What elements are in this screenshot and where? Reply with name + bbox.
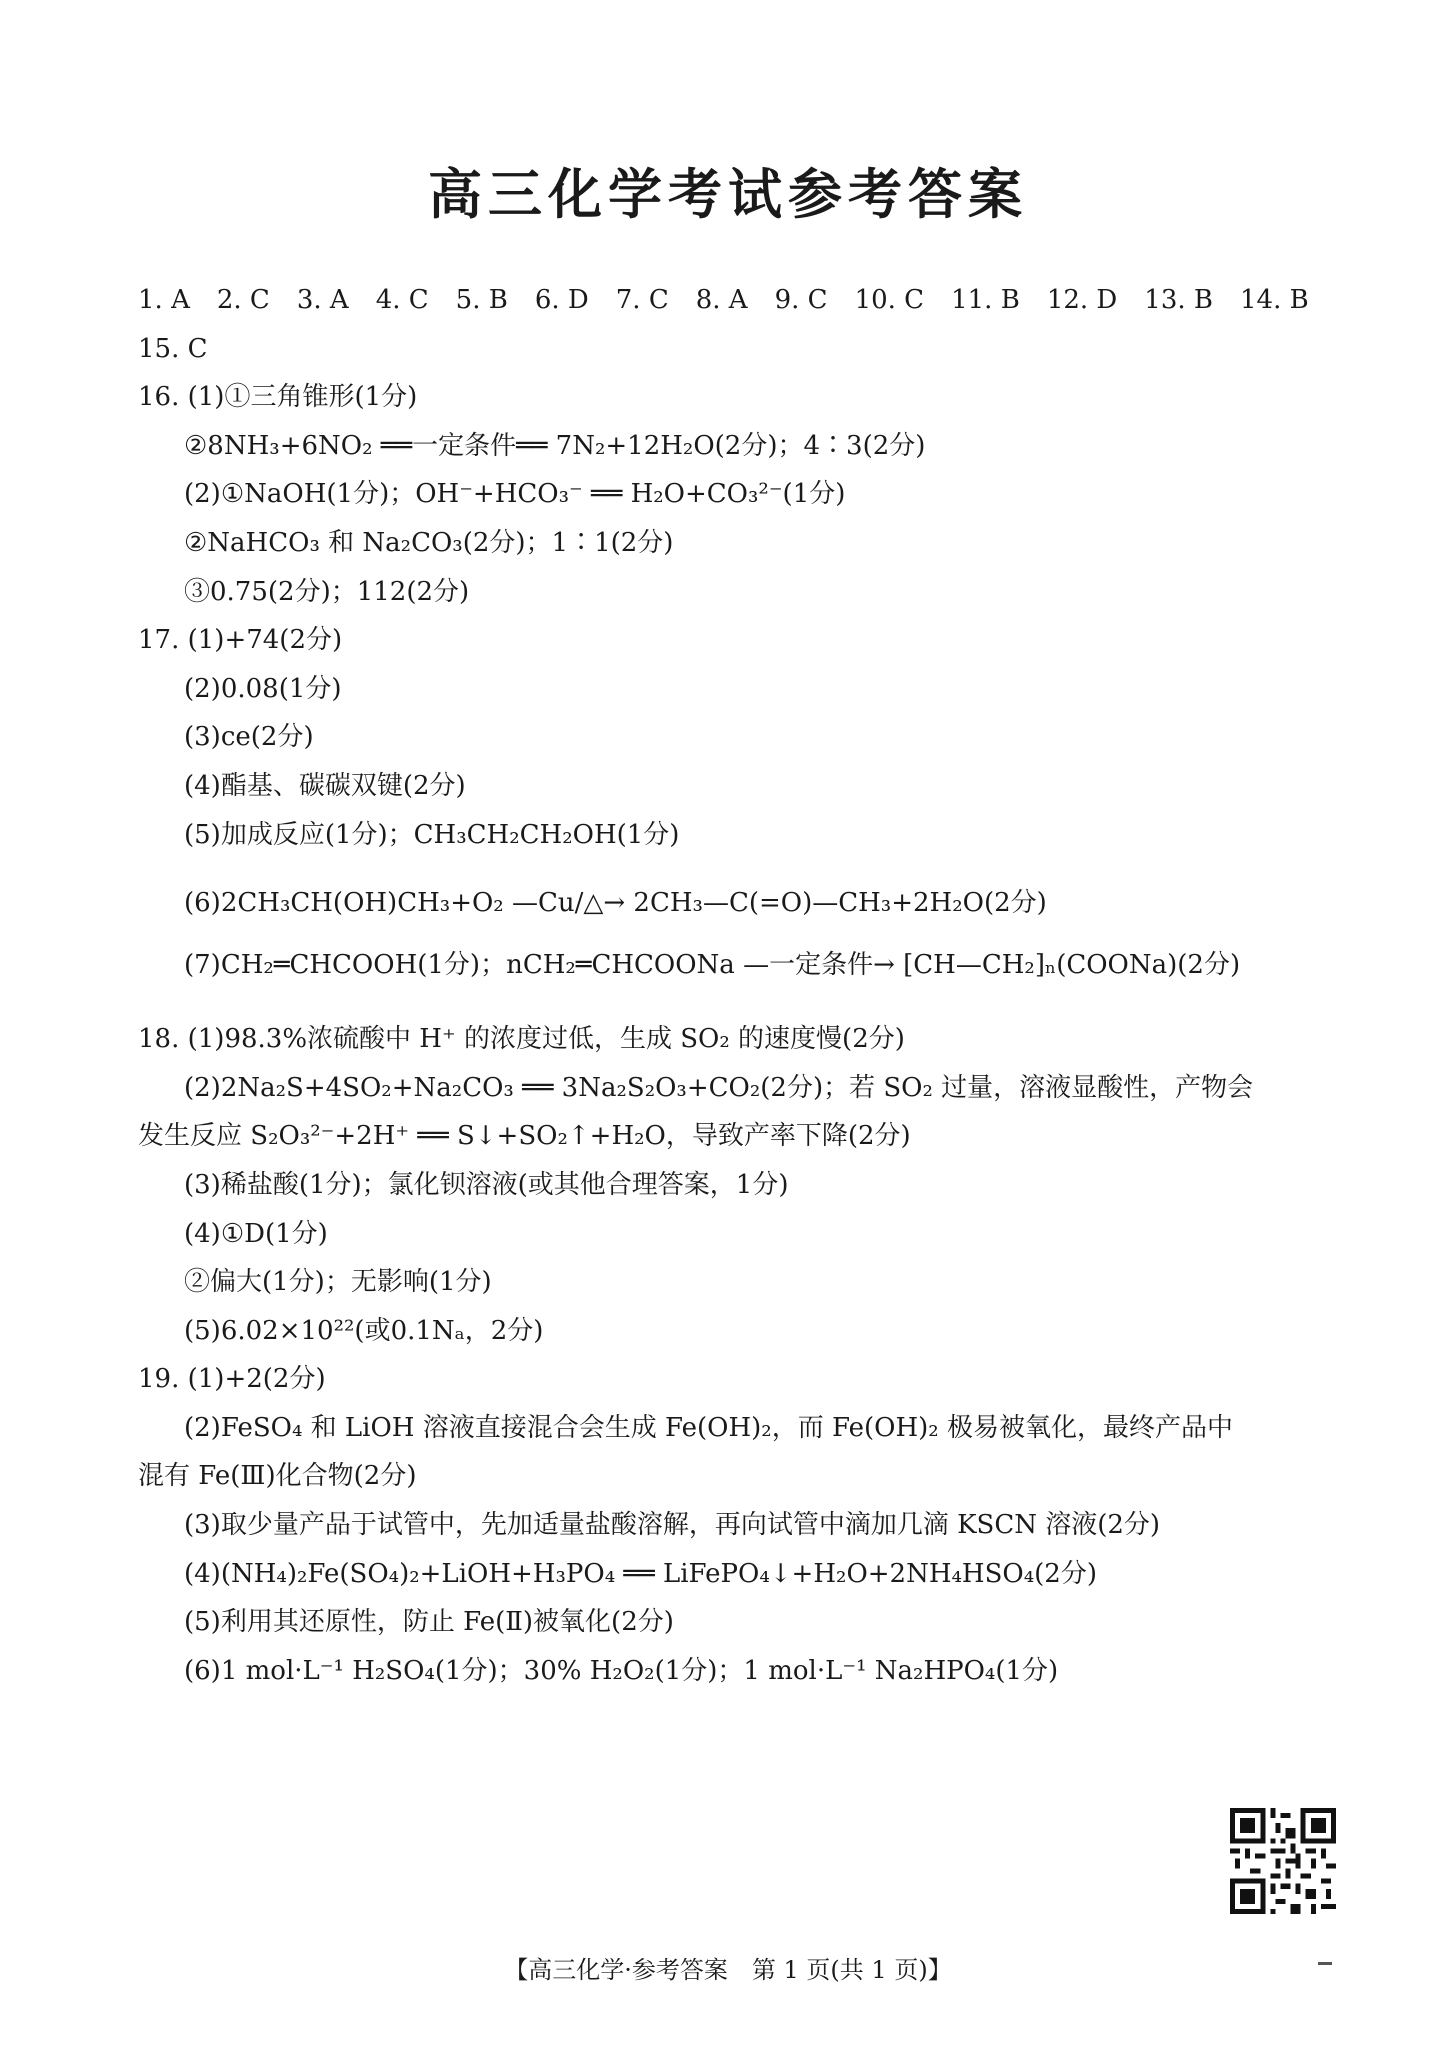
- mc-answer: 7. C: [615, 285, 669, 315]
- mc-answer: 6. D: [534, 285, 589, 315]
- page-footer: 【高三化学·参考答案 第 1 页(共 1 页)】: [504, 1956, 952, 1984]
- mc-answer: 10. C: [854, 285, 925, 315]
- answer-line: (4)酯基、碳碳双键(2分): [184, 770, 466, 801]
- mc-answer: 5. B: [455, 285, 508, 315]
- corner-mark: [1318, 1962, 1332, 1965]
- answer-line: (5)6.02×10²²(或0.1Nₐ，2分): [184, 1315, 544, 1346]
- answer-line-equation: (6)2CH₃CH(OH)CH₃+O₂ —Cu/△→ 2CH₃—C(=O)—CH₃+2H₂O(2分): [184, 888, 1047, 919]
- answer-line: 混有 Fe(Ⅲ)化合物(2分): [138, 1461, 417, 1492]
- answer-line-q16: 16. (1)①三角锥形(1分): [138, 382, 418, 413]
- answer-line: (4)(NH₄)₂Fe(SO₄)₂+LiOH+H₃PO₄ ══ LiFePO₄↓+H₂O+2NH₄HSO₄(2分): [184, 1558, 1097, 1589]
- mc-answer: 11. B: [951, 285, 1020, 315]
- answer-line: ③0.75(2分)；112(2分): [184, 576, 470, 607]
- qr-code-icon: [1230, 1808, 1336, 1914]
- mc-answer: 12. D: [1046, 285, 1118, 315]
- mc-answer: 9. C: [774, 285, 828, 315]
- mc-answer: 8. A: [695, 285, 748, 315]
- answer-line: ②8NH₃+6NO₂ ══一定条件══ 7N₂+12H₂O(2分)；4∶3(2分): [184, 430, 926, 461]
- answer-content: [138, 276, 1338, 1695]
- answer-line: (5)加成反应(1分)；CH₃CH₂CH₂OH(1分): [184, 819, 680, 850]
- mc-answer: 4. C: [375, 285, 429, 315]
- answer-line: ②NaHCO₃ 和 Na₂CO₃(2分)；1∶1(2分): [184, 527, 674, 558]
- answer-line: (2)①NaOH(1分)；OH⁻+HCO₃⁻ ══ H₂O+CO₃²⁻(1分): [184, 479, 846, 510]
- answer-line: ②偏大(1分)；无影响(1分): [184, 1267, 492, 1298]
- answer-line: (2)FeSO₄ 和 LiOH 溶液直接混合会生成 Fe(OH)₂，而 Fe(OH)₂ 极易被氧化，最终产品中: [184, 1412, 1233, 1443]
- answer-line: (4)①D(1分): [184, 1218, 328, 1249]
- answer-line: (6)1 mol·L⁻¹ H₂SO₄(1分)；30% H₂O₂(1分)；1 mol·L⁻¹ Na₂HPO₄(1分): [184, 1655, 1059, 1686]
- mc-answer: 14. B: [1240, 285, 1309, 315]
- mc-answer: 13. B: [1144, 285, 1214, 315]
- mc-answer-15: 15. C: [138, 333, 208, 364]
- multiple-choice-answers: [138, 276, 1338, 325]
- answer-line: (3)稀盐酸(1分)；氯化钡溶液(或其他合理答案，1分): [184, 1169, 789, 1200]
- answer-line-equation: (7)CH₂═CHCOOH(1分)；nCH₂═CHCOONa —一定条件→ [CH—CH₂]ₙ(COONa)(2分): [184, 950, 1241, 981]
- answer-line: (3)取少量产品于试管中，先加适量盐酸溶解，再向试管中滴加几滴 KSCN 溶液(2分): [184, 1510, 1161, 1541]
- answer-line-q17: 17. (1)+74(2分): [138, 625, 343, 656]
- mc-answer: 2. C: [216, 285, 270, 315]
- answer-line: 发生反应 S₂O₃²⁻+2H⁺ ══ S↓+SO₂↑+H₂O，导致产率下降(2分): [138, 1121, 911, 1152]
- answer-line-q19: 19. (1)+2(2分): [138, 1364, 326, 1395]
- mc-answer: 3. A: [296, 285, 349, 315]
- page-title: 高三化学考试参考答案: [428, 163, 1028, 226]
- answer-line: (5)利用其还原性，防止 Fe(Ⅱ)被氧化(2分): [184, 1607, 674, 1638]
- mc-answer: 1. A: [138, 285, 190, 315]
- answer-line: (3)ce(2分): [184, 722, 314, 753]
- answer-line: (2)0.08(1分): [184, 673, 342, 704]
- answer-line-q18: 18. (1)98.3%浓硫酸中 H⁺ 的浓度过低，生成 SO₂ 的速度慢(2分): [138, 1024, 905, 1055]
- answer-line: (2)2Na₂S+4SO₂+Na₂CO₃ ══ 3Na₂S₂O₃+CO₂(2分)；若 SO₂ 过量，溶液显酸性，产物会: [184, 1072, 1254, 1103]
